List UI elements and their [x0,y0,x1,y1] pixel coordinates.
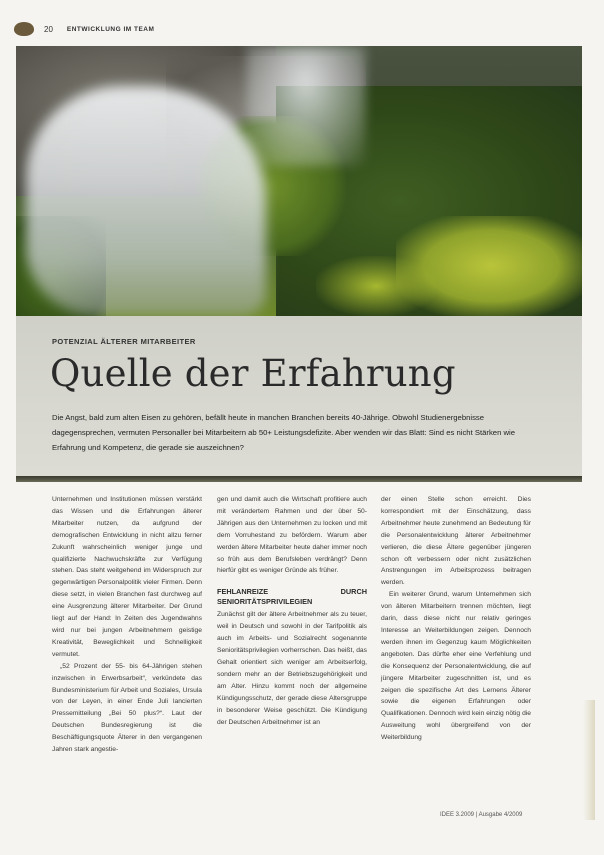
paragraph: gen und damit auch die Wirtschaft profitiere auch mit verändertem Rahmen und der über 50-Jährigen aus den Unternehmen zu locken und mit dem Vorruhestand zu befördern. Warum aber werden ältere Mitarbeiter heute daher immer noch so früh aus dem Berufsleben verdrängt? Denn hierfür gibt es weniger Gründe als früher. [217,496,367,575]
article-title: Quelle der Erfahrung [50,352,456,395]
article-lead: Die Angst, bald zum alten Eisen zu gehören, befällt heute in manchen Branchen bereits 40-Jährige. Obwohl Studienergebnisse dagegensprechen, vermuten Personaller bei Mitarbeitern ab 50+ Leistungsdefizite. Aber wenden wir das Blatt: Sind es nicht Stärken wie Erfahrung und Kompetenz, die gerade sie auszeichnen? [52,413,516,452]
title-band-edge [16,476,582,482]
text-column-3 [381,494,531,744]
magazine-logo-icon [14,22,34,36]
text-column-2 [217,494,367,728]
page-edge-marker [583,700,595,820]
article-kicker: POTENZIAL ÄLTERER MITARBEITER [52,337,196,346]
page-footer: IDEE 3.2009 | Ausgabe 4/2009 [440,812,523,818]
paragraph: Unternehmen und Institutionen müssen verstärkt das Wissen und die Erfahrungen älterer Mitarbeiter nutzen, da aufgrund der demografischen Entwicklung in nicht allzu ferner Zukunft wahrscheinlich weniger junge und qualifizierte Nachwuchskräfte zur Verfügung stehen. Das steht weitgehend im Widerspruch zur gegenwärtigen Personalpolitik vieler Firmen. Denn diese setzt, in vielen Branchen fast durchweg auf eine Ausgrenzung älterer Mitarbeiter. Der Grund liegt auf der Hand: In Zeiten des Jugendwahns wird nur bei jungen Arbeitnehmern geistige Kreativität, Beweglichkeit und Schnelligkeit vermutet. [52,496,202,658]
paragraph: „52 Prozent der 55- bis 64-Jährigen stehen inzwischen in Erwerbsarbeit“, verkündete das Bundesministerium für Arbeit und Soziales, Ursula von der Leyen, in einer Ende Juli lancierten Pressemitteilung „Bei 50 plus?“. Laut der Deutschen Bundesregierung ist die Beschäftigungsquote Älterer in den vergangenen Jahren stark angestie- [52,662,202,754]
paragraph: der einen Stelle schon erreicht. Dies korrespondiert mit der Einschätzung, dass Arbeitnehmer heute zunehmend an Bedeutung für die Personalentwicklung älterer Arbeitnehmer verlieren, die diese Ältere gegenüber jüngeren schon oft verbessern oder nicht zusätzlichen Anstrengungen im Arbeitsprozess beitragen werden. [381,496,531,587]
text-column-1 [52,494,202,756]
section-label: ENTWICKLUNG IM TEAM [66,25,155,33]
subheading: FEHLANREIZE DURCH SENIORITÄTSPRIVILEGIEN [217,587,367,607]
page-number: 20 [44,24,53,34]
paragraph: Ein weiterer Grund, warum Unternehmen sich von älteren Mitarbeitern trennen möchten, liegt darin, dass diese nicht nur relativ geringes Interesse an Weiterbildungen zeigen. Dennoch werden ihnen im Gegenzug kaum Möglichkeiten angeboten. Das dürfte eher eine Verfehlung und die Konsequenz der Personalentwicklung, die auf jüngere Mitarbeiter zugeschnitten ist, und es zeigen die spezifische Art des Lernens Älterer sowie die eigenen Erfahrungen oder Qualifikationen. Dennoch wird kein einzig nötig die Ausweitung wohl übergreifend von der Weiterbildung [381,591,531,742]
page-header [14,18,590,40]
paragraph: Zunächst gilt der ältere Arbeitnehmer als zu teuer, weil in Deutsch und sowohl in der Tarifpolitik als auch im Arbeits- und Sozialrecht sogenannte Senioritätsprivilegien vorherrschen. Das heißt, das Gehalt orientiert sich weniger am Arbeitserfolg, sondern mehr an der Betriebszugehörigkeit und am Alter. Hinzu kommt noch der allgemeine Kündigungsschutz, der gerade diese Altersgruppe in besonderer Weise geschützt. Die Kündigung der Deutschen Arbeitnehmer ist an [217,611,367,726]
waterfall-photo [16,46,582,316]
